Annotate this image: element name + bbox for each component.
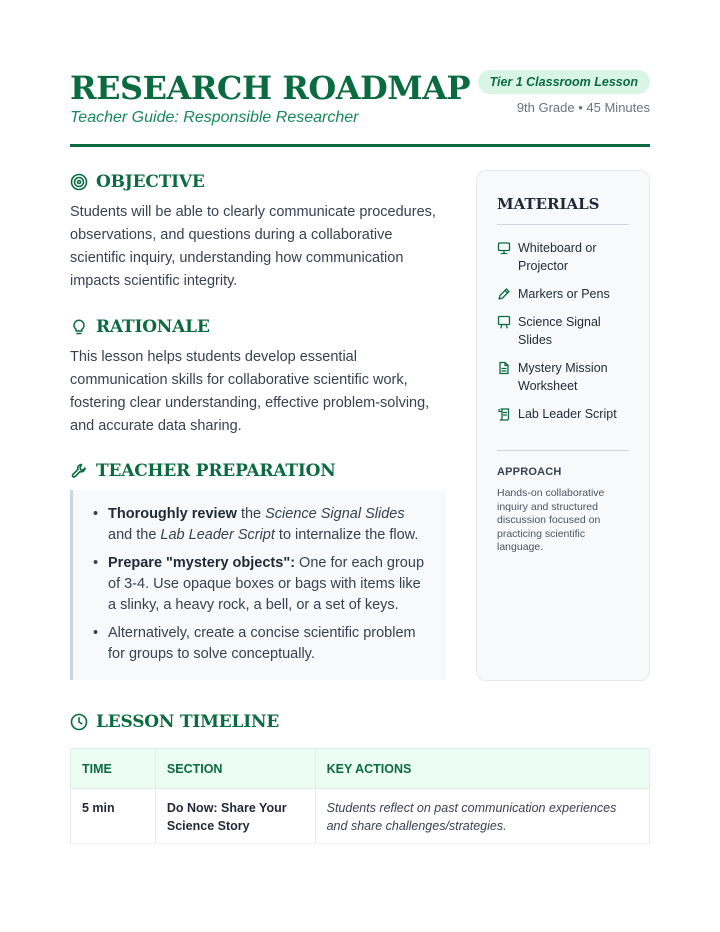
objective-title: OBJECTIVE — [96, 172, 205, 192]
objective-text: Students will be able to clearly communicate procedures, observations, and questions during a collaborative scientific inquiry, understanding how communication impacts scientific integrity. — [70, 204, 436, 289]
column-header-section: SECTION — [155, 749, 315, 789]
material-item — [497, 285, 632, 303]
material-label: Markers or Pens — [518, 287, 610, 301]
preparation-title: TEACHER PREPARATION — [96, 461, 336, 481]
material-label: Science Signal Slides — [518, 315, 601, 347]
material-item — [497, 313, 632, 349]
table-header-row — [71, 749, 650, 789]
material-item — [497, 239, 632, 275]
target-icon — [70, 173, 88, 191]
pen-icon — [497, 287, 511, 301]
list-item — [91, 504, 431, 546]
grade-duration-meta: 9th Grade • 45 Minutes — [516, 100, 650, 115]
prep-item-text: One for each group of 3-4. Use opaque boxes or bags with items like a slinky, a heavy rock, a bell, or a set of keys. — [108, 555, 425, 613]
material-label: Whiteboard or Projector — [518, 241, 597, 273]
approach-divider — [497, 450, 629, 451]
row-time: 5 min — [71, 789, 156, 844]
prep-item-bold: Prepare "mystery objects": — [108, 555, 296, 571]
header-divider — [70, 144, 650, 147]
row-actions: Students reflect on past communication experiences and share challenges/strategies. — [315, 789, 649, 844]
prep-item-text: and the — [108, 527, 161, 543]
materials-sidebar — [476, 170, 650, 681]
prep-item-text: the — [236, 506, 266, 522]
rationale-text: This lesson helps students develop essential communication skills for collaborative scientific work, fostering clear understanding, effective problem-solving, and accurate data sharing. — [70, 349, 430, 434]
table-row — [71, 789, 650, 844]
tier-badge: Tier 1 Classroom Lesson — [478, 70, 650, 94]
scroll-icon — [497, 407, 511, 421]
prep-item-text: to internalize the flow. — [274, 527, 419, 543]
page-title: RESEARCH ROADMAP — [70, 69, 471, 107]
material-label: Mystery Mission Worksheet — [518, 361, 608, 393]
materials-divider — [497, 224, 629, 225]
lightbulb-icon — [70, 318, 88, 336]
timeline-heading — [70, 712, 279, 732]
preparation-list — [91, 504, 431, 672]
prep-item-italic: Lab Leader Script — [160, 527, 275, 543]
preparation-heading — [70, 461, 336, 481]
rationale-title: RATIONALE — [96, 317, 210, 337]
clock-icon — [70, 713, 88, 731]
rationale-heading — [70, 317, 210, 337]
prep-item-bold: Thoroughly review — [108, 506, 237, 522]
material-item — [497, 359, 632, 395]
preparation-box — [70, 490, 446, 680]
wrench-icon — [70, 462, 88, 480]
row-section: Do Now: Share Your Science Story — [155, 789, 315, 844]
approach-text: Hands-on collaborative inquiry and structured discussion focused on practicing scientific language. — [497, 487, 605, 553]
page-subtitle: Teacher Guide: Responsible Researcher — [70, 109, 359, 126]
material-label: Lab Leader Script — [518, 407, 617, 421]
list-item — [91, 623, 431, 665]
monitor-icon — [497, 241, 511, 255]
document-icon — [497, 361, 511, 375]
timeline-title: LESSON TIMELINE — [96, 712, 280, 732]
timeline-table — [70, 748, 650, 844]
presentation-icon — [497, 315, 511, 329]
approach-title: APPROACH — [497, 466, 562, 478]
column-header-time: TIME — [71, 749, 156, 789]
objective-heading — [70, 172, 205, 192]
materials-title: MATERIALS — [497, 195, 600, 213]
prep-item-text: Alternatively, create a concise scientific problem for groups to solve conceptually. — [108, 625, 416, 662]
list-item — [91, 553, 431, 616]
material-item — [497, 405, 632, 423]
prep-item-italic: Science Signal Slides — [265, 506, 405, 522]
page-header — [70, 68, 650, 128]
column-header-actions: KEY ACTIONS — [315, 749, 649, 789]
